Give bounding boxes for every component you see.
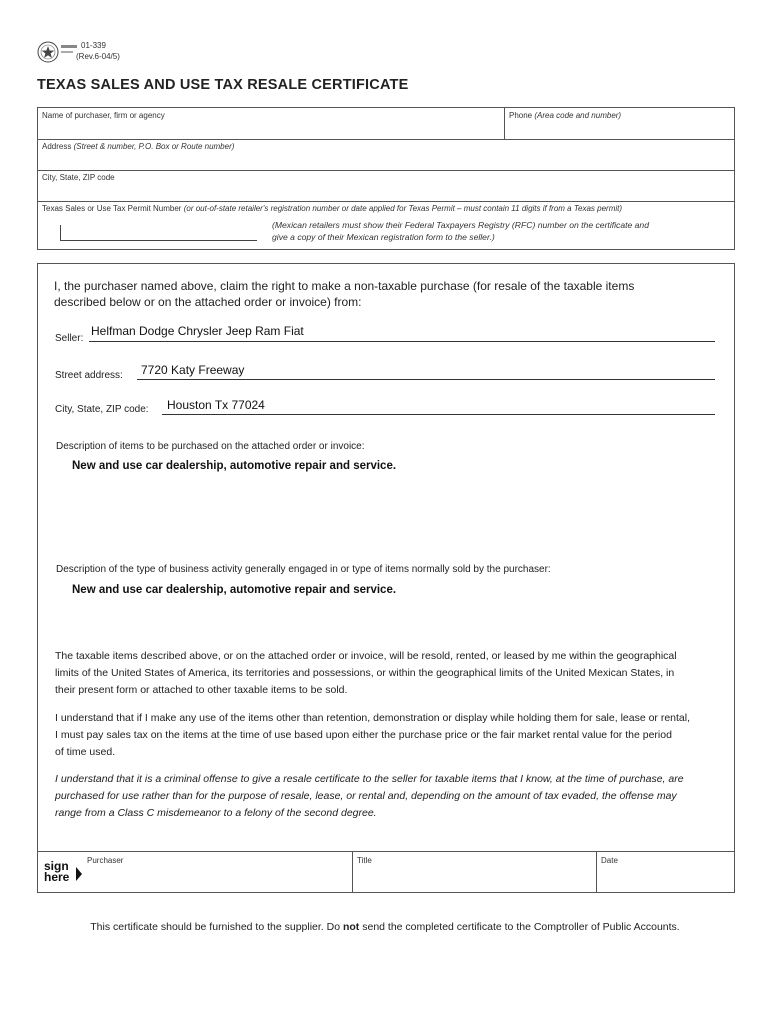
- signature-row-top: [37, 851, 735, 852]
- address-label-hint: (Street & number, P.O. Box or Route number): [73, 142, 235, 151]
- items-description-input[interactable]: New and use car dealership, automotive repair and service.: [72, 460, 397, 472]
- form-revision: (Rev.6-04/5): [76, 52, 120, 61]
- phone-label: [509, 111, 621, 120]
- use-tax-line3: of time used.: [55, 746, 116, 758]
- street-address-underline: [137, 379, 715, 380]
- title-label: Title: [357, 856, 372, 865]
- seller-label: Seller:: [55, 333, 84, 344]
- claim-intro: [54, 278, 634, 310]
- claim-intro-line1: I, the purchaser named above, claim the right to make a non-taxable purchase (for resale of the taxable items: [54, 279, 635, 293]
- purchaser-signature-field[interactable]: [87, 866, 349, 892]
- criminal-offense-line1: I understand that it is a criminal offense to give a resale certificate to the seller for taxable items that I know, at the time of purchase, are: [55, 773, 684, 785]
- permit-label-text: Texas Sales or Use Tax Permit Number: [42, 204, 182, 213]
- address-label: [42, 142, 234, 151]
- claim-intro-line2: described below or on the attached order or invoice) from:: [54, 295, 362, 309]
- purchaser-name-field[interactable]: [40, 120, 500, 138]
- sign-word: sign: [44, 859, 69, 873]
- footer-text-bold: not: [342, 921, 360, 933]
- street-address-input[interactable]: 7720 Katy Freeway: [141, 363, 245, 377]
- criminal-offense-line3: range from a Class C misdemeanor to a felony of the second degree.: [55, 807, 377, 819]
- business-description-label: Description of the type of business activity generally engaged in or type of items normally sold by the purchaser:: [56, 564, 551, 575]
- mexican-retailer-note: [272, 219, 649, 243]
- resale-statement-line1: The taxable items described above, or on the attached order or invoice, will be resold, rented, or leased by me within the geographical: [55, 650, 677, 662]
- use-tax-line1: I understand that if I make any use of the items other than retention, demonstration or display while holding them for sale, lease or rental,: [55, 712, 691, 724]
- city-state-zip-label: City, State, ZIP code: [42, 173, 115, 182]
- footer-text-after: send the completed certificate to the Comptroller of Public Accounts.: [359, 921, 680, 933]
- purchaser-signature-label: Purchaser: [87, 856, 124, 865]
- criminal-offense-paragraph: [55, 771, 684, 822]
- seller-input[interactable]: Helfman Dodge Chrysler Jeep Ram Fiat: [91, 324, 304, 338]
- seller-underline: [89, 341, 715, 342]
- permit-number-field[interactable]: [60, 225, 257, 241]
- mexican-note-line1: (Mexican retailers must show their Federal Taxpayers Registry (RFC) number on the certificate and: [272, 220, 649, 230]
- comptroller-seal: [36, 40, 80, 64]
- resale-statement-paragraph: [55, 648, 677, 699]
- items-description-label: Description of items to be purchased on the attached order or invoice:: [56, 441, 365, 452]
- mexican-note-line2: give a copy of their Mexican registration form to the seller.): [272, 232, 495, 242]
- form-number: 01-339: [81, 41, 106, 50]
- permit-label-hint: (or out-of-state retailer's registration number or date applied for Texas Permit – must contain 11 digits if from a Texas permit): [183, 204, 623, 213]
- address-field[interactable]: [40, 152, 732, 169]
- footer-note: [0, 921, 770, 933]
- sign-here-marker: [44, 861, 69, 883]
- footer-text-before: This certificate should be furnished to the supplier. Do: [90, 921, 343, 933]
- use-tax-paragraph: [55, 710, 690, 761]
- seller-city-underline: [162, 414, 715, 415]
- street-address-label: Street address:: [55, 370, 123, 381]
- sign-here-arrow-icon: [75, 866, 83, 882]
- here-word: here: [44, 870, 70, 884]
- purchaser-name-label: Name of purchaser, firm or agency: [42, 111, 165, 120]
- resale-statement-line2: limits of the United States of America, its territories and possessions, or within the geographical limits of the United Mexican States, in: [55, 667, 675, 679]
- seller-city-label: City, State, ZIP code:: [55, 404, 149, 415]
- page-title: TEXAS SALES AND USE TAX RESALE CERTIFICATE: [37, 77, 409, 93]
- use-tax-line2: I must pay sales tax on the items at the time of use based upon either the purchase price or the fair market rental value for the period: [55, 729, 672, 741]
- date-label: Date: [601, 856, 618, 865]
- resale-statement-line3: their present form or attached to other taxable items to be sold.: [55, 684, 348, 696]
- address-label-text: Address: [42, 142, 72, 151]
- phone-label-hint: (Area code and number): [534, 111, 622, 120]
- business-description-input[interactable]: New and use car dealership, automotive repair and service.: [72, 584, 397, 596]
- seal-icon: [36, 40, 80, 64]
- city-state-zip-field[interactable]: [40, 183, 732, 200]
- criminal-offense-line2: purchased for use rather than for the purpose of resale, lease, or rental and, depending on the amount of tax evaded, the offense may: [55, 790, 677, 802]
- seller-city-input[interactable]: Houston Tx 77024: [167, 398, 265, 412]
- permit-number-label: [42, 204, 622, 213]
- title-field[interactable]: [355, 866, 593, 892]
- phone-label-text: Phone: [509, 111, 533, 120]
- date-field[interactable]: [599, 866, 732, 892]
- phone-field[interactable]: [507, 120, 732, 138]
